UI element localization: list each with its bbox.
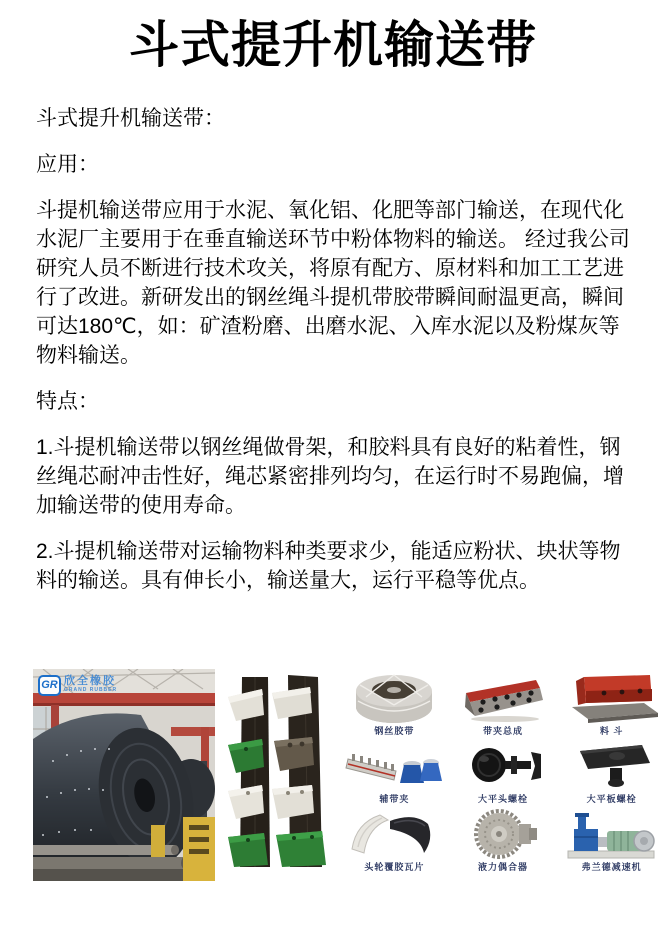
product-flat-head-bolt (449, 738, 558, 806)
buckets-photo-graphic (228, 675, 338, 869)
brand-logo (38, 675, 117, 696)
product-label: 大平头螺栓 (477, 794, 528, 804)
flat-plate-bolt-image (562, 739, 662, 793)
page-title: 斗式提升机输送带 (129, 17, 537, 73)
product-label: 辅带夹 (379, 794, 410, 804)
belt-clamp-assembly-image (453, 671, 553, 725)
aux-belt-clamp-image (344, 739, 444, 793)
hopper-image (562, 671, 662, 725)
product-label: 弗兰德减速机 (581, 862, 642, 872)
product-grid (340, 670, 666, 874)
application-heading: 应用： (36, 153, 99, 176)
flat-head-bolt-image (453, 739, 553, 793)
article-body (36, 104, 634, 595)
feature-item-2: 2.斗提机输送带对运输物料种类要求少，能适应粉状、块状等物料的输送。具有伸长小，输送量大，运行平稳等优点。 (36, 540, 621, 592)
application-body: 斗提机输送带应用于水泥、氧化铝、化肥等部门输送，在现代化水泥厂主要用于在垂直输送环节中粉体物料的输送。 经过我公司研究人员不断进行技术攻关，将原有配方、原材料和加工工艺进行了改进。新研发出的钢丝绳斗提机带胶带瞬间耐温更高，瞬间可达180℃，如：矿渣粉磨、出磨水泥、入库水泥以及粉煤灰等物料输送。 (36, 199, 630, 367)
product-hopper (557, 670, 666, 738)
logo-name-cn: 欣全橡胶 (64, 675, 116, 687)
product-label: 液力偶合器 (477, 862, 528, 872)
elevator-buckets-photo (228, 675, 338, 869)
lagging-tiles-image (344, 807, 444, 861)
product-label: 带夹总成 (482, 726, 523, 736)
features-heading: 特点： (36, 390, 99, 413)
steel-cord-belt-coil-image (344, 671, 444, 725)
media-strip (0, 667, 666, 944)
factory-photo-graphic (33, 669, 215, 881)
factory-belt-roll-photo (33, 669, 215, 881)
product-label: 头轮覆胶瓦片 (364, 862, 425, 872)
product-fluid-coupling (449, 806, 558, 874)
logo-gr-monogram: GR (38, 675, 61, 696)
product-label: 大平板螺栓 (586, 794, 637, 804)
product-belt-clamp-assembly (449, 670, 558, 738)
flender-reducer-image (562, 807, 662, 861)
product-flat-plate-bolt (557, 738, 666, 806)
intro-line: 斗式提升机输送带： (36, 107, 225, 130)
product-label: 料 斗 (599, 726, 624, 736)
feature-item-1: 1.斗提机输送带以钢丝绳做骨架，和胶料具有良好的粘着性，钢丝绳芯耐冲击性好，绳芯紧密排列均匀，在运行时不易跑偏，增加输送带的使用寿命。 (36, 436, 624, 517)
product-label: 钢丝胶带 (374, 726, 415, 736)
fluid-coupling-image (453, 807, 553, 861)
logo-name-en: GRAND RUBBER (64, 687, 118, 693)
product-flender-reducer (557, 806, 666, 874)
product-steel-cord-belt (340, 670, 449, 738)
product-aux-belt-clamp (340, 738, 449, 806)
product-lagging-tiles (340, 806, 449, 874)
